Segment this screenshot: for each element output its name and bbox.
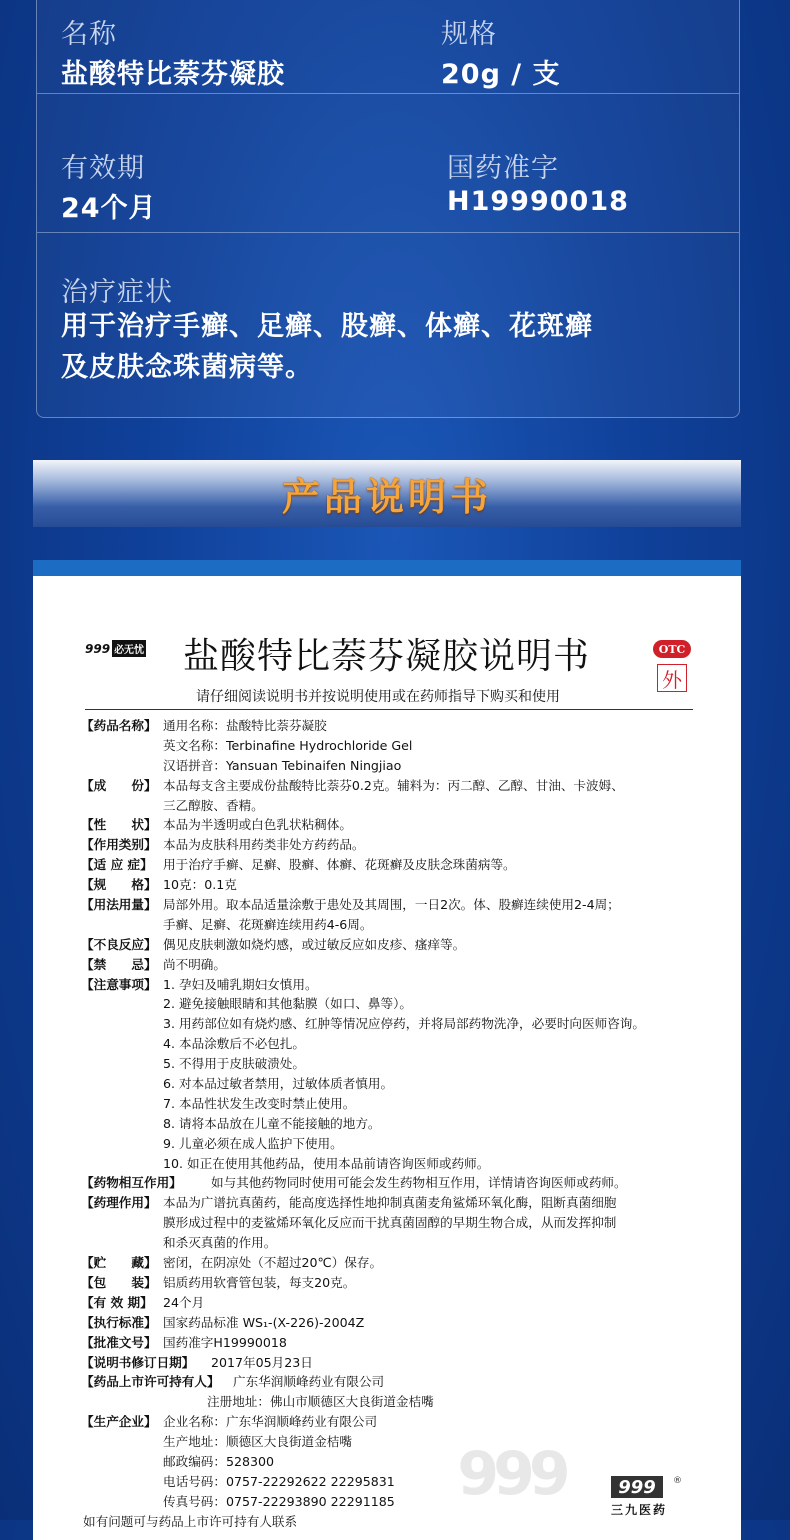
indication-line-2: 及皮肤念珠菌病等。: [61, 352, 313, 383]
leaflet-row-value: 生产地址：顺德区大良街道金桔嘴: [163, 1434, 352, 1450]
name-label: 名称: [61, 19, 117, 50]
spec-label: 规格: [441, 19, 497, 50]
leaflet-row: [81, 1333, 701, 1353]
expiry-value: 24个月: [61, 193, 157, 224]
leaflet-row-key: 【说明书修订日期】: [81, 1354, 195, 1370]
indication-line-1: 用于治疗手癣、足癣、股癣、体癣、花斑癣: [61, 311, 593, 342]
leaflet-row-value: 本品为广谱抗真菌药，能高度选择性地抑制真菌麦角鲨烯环氧化酶，阻断真菌细胞: [163, 1195, 617, 1211]
leaflet-entries: [81, 716, 701, 1532]
leaflet-row: [81, 915, 701, 935]
leaflet-row: [81, 716, 701, 736]
leaflet-row: [81, 1154, 701, 1174]
leaflet-row-value: 7. 本品性状发生改变时禁止使用。: [163, 1095, 356, 1111]
leaflet-row: [81, 935, 701, 955]
leaflet-row: [81, 1492, 701, 1512]
approval-value: H19990018: [447, 186, 629, 217]
leaflet-row-value: 三乙醇胺、香精。: [163, 797, 264, 813]
leaflet-row-value: 局部外用。取本品适量涂敷于患处及其周围，一日2次。体、股癣连续使用2-4周；: [163, 897, 620, 913]
leaflet-row-value: 4. 本品涂敷后不必包扎。: [163, 1036, 305, 1052]
leaflet-row-key: 【注意事项】: [81, 976, 157, 992]
leaflet-row-key: 【药理作用】: [81, 1195, 157, 1211]
leaflet-row-key: 【批准文号】: [81, 1334, 157, 1350]
leaflet-row: [81, 756, 701, 776]
product-info-card: [36, 0, 740, 418]
leaflet-row: [81, 1134, 701, 1154]
leaflet-row-key: 【有 效 期】: [81, 1294, 153, 1310]
leaflet-row-value: 铝质药用软膏管包装，每支20克。: [163, 1274, 356, 1290]
leaflet-row-value: 国药准字H19990018: [163, 1334, 287, 1350]
leaflet-row-value: 传真号码：0757-22293890 22291185: [163, 1493, 395, 1509]
leaflet-row-value: 本品为皮肤科用药类非处方药药品。: [163, 837, 365, 853]
leaflet-row-key: 【执行标准】: [81, 1314, 157, 1330]
leaflet-row: [81, 1313, 701, 1333]
leaflet-row: [81, 1472, 701, 1492]
leaflet-row: [81, 1452, 701, 1472]
leaflet-row-value: 电话号码：0757-22292622 22295831: [163, 1473, 395, 1489]
leaflet-row-key: 【适 应 症】: [81, 857, 153, 873]
brand-logo-small-text: 999: [85, 641, 111, 656]
leaflet-row-value: 6. 对本品过敏者禁用，过敏体质者慎用。: [163, 1076, 394, 1092]
leaflet-row-value: 通用名称：盐酸特比萘芬凝胶: [163, 718, 327, 733]
leaflet-row-key: 【生产企业】: [81, 1414, 157, 1430]
banner-title: 产品说明书: [281, 475, 492, 519]
leaflet-row-value: 汉语拼音：Yansuan Tebinaifen Ningjiao: [163, 757, 402, 773]
leaflet-row: [81, 895, 701, 915]
leaflet-row-value: 手癣、足癣、花斑癣连续用药4-6周。: [163, 916, 373, 932]
leaflet-row-value: 如有问题可与药品上市许可持有人联系: [83, 1513, 298, 1529]
leaflet-row: [81, 1014, 701, 1034]
leaflet-row-key: 【性 状】: [81, 817, 157, 833]
leaflet-row-value: 用于治疗手癣、足癣、股癣、体癣、花斑癣及皮肤念珠菌病等。: [163, 857, 516, 873]
indication-label: 治疗症状: [61, 277, 173, 308]
leaflet-row: [81, 1034, 701, 1054]
leaflet-page: [33, 576, 741, 1540]
leaflet-row-value: 国家药品标准 WS₁-(X-226)-2004Z: [163, 1314, 365, 1330]
leaflet-row: [81, 1293, 701, 1313]
leaflet-row-value: 2. 避免接触眼睛和其他黏膜（如口、鼻等）。: [163, 996, 413, 1012]
leaflet-row-key: 【药品上市许可持有人】: [81, 1374, 220, 1390]
leaflet-row-key: 【不良反应】: [81, 936, 157, 952]
leaflet-row-value: 如与其他药物同时使用可能会发生药物相互作用，详情请咨询医师或药师。: [211, 1175, 627, 1191]
divider: [37, 93, 739, 94]
leaflet-row-value: 本品为半透明或白色乳状粘稠体。: [163, 817, 352, 833]
leaflet-row-key: 【药品名称】: [81, 718, 157, 733]
title-rule: [85, 709, 693, 710]
leaflet-row-key: 【用法用量】: [81, 897, 157, 913]
leaflet-row: [81, 1233, 701, 1253]
leaflet-row: [81, 1273, 701, 1293]
leaflet-row-key: 【规 格】: [81, 877, 157, 893]
brand-logo-big-mark: 999: [611, 1476, 663, 1498]
leaflet-row: [81, 1392, 701, 1412]
leaflet-row-value: 邮政编码：528300: [163, 1453, 275, 1469]
leaflet-row-value: 10. 如正在使用其他药品，使用本品前请咨询医师或药师。: [163, 1155, 490, 1171]
watermark-seal: 999: [457, 1439, 565, 1509]
leaflet-row: [81, 875, 701, 895]
leaflet-row-value: 24个月: [163, 1294, 205, 1310]
expiry-label: 有效期: [61, 153, 145, 184]
name-value: 盐酸特比萘芬凝胶: [61, 59, 285, 90]
leaflet-row: [81, 1372, 701, 1392]
leaflet-row-value: 英文名称：Terbinafine Hydrochloride Gel: [163, 737, 413, 753]
spec-value: 20g / 支: [441, 59, 561, 90]
leaflet-title: 盐酸特比萘芬凝胶说明书: [183, 636, 591, 677]
leaflet-frame: [33, 560, 741, 1540]
leaflet-row: [81, 1253, 701, 1273]
leaflet-row: [81, 835, 701, 855]
leaflet-row-value: 企业名称：广东华润顺峰药业有限公司: [163, 1414, 378, 1430]
leaflet-row-key: 【作用类别】: [81, 837, 157, 853]
external-use-badge: 外: [657, 664, 687, 692]
leaflet-row: [81, 1114, 701, 1134]
leaflet-row-value: 膜形成过程中的麦鲨烯环氧化反应而干扰真菌固醇的早期生物合成，从而发挥抑制: [163, 1215, 617, 1231]
leaflet-row: [81, 1193, 701, 1213]
leaflet-row-value: 3. 用药部位如有烧灼感、红肿等情况应停药，并将局部药物洗净，必要时向医师咨询。: [163, 1016, 645, 1032]
brand-logo-big-name: 三九医药: [611, 1503, 668, 1517]
leaflet-row-value: 1. 孕妇及哺乳期妇女慎用。: [163, 976, 318, 992]
leaflet-row: [81, 855, 701, 875]
leaflet-row-value: 10克：0.1克: [163, 877, 237, 893]
divider: [37, 232, 739, 233]
leaflet-row: [81, 1512, 701, 1532]
brand-logo-small-sub: 必无忧: [112, 640, 146, 657]
leaflet-row: [81, 796, 701, 816]
leaflet-row-key: 【包 装】: [81, 1274, 157, 1290]
leaflet-row: [81, 994, 701, 1014]
leaflet-row: [81, 1432, 701, 1452]
leaflet-row-key: 【药物相互作用】: [81, 1175, 182, 1191]
leaflet-row-value: 广东华润顺峰药业有限公司: [233, 1374, 385, 1390]
leaflet-row: [81, 1074, 701, 1094]
leaflet-row: [81, 1213, 701, 1233]
otc-badge: OTC: [653, 640, 691, 658]
leaflet-row: [81, 955, 701, 975]
leaflet-row-value: 尚不明确。: [163, 956, 226, 972]
approval-label: 国药准字: [447, 153, 559, 184]
brand-logo-small: [85, 640, 159, 657]
section-banner: [33, 460, 741, 527]
leaflet-subtitle: 请仔细阅读说明书并按说明使用或在药师指导下购买和使用: [196, 689, 560, 705]
leaflet-row: [81, 1353, 701, 1373]
leaflet-row-value: 偶见皮肤刺激如烧灼感，或过敏反应如皮疹、瘙痒等。: [163, 936, 466, 952]
leaflet-row-value: 8. 请将本品放在儿童不能接触的地方。: [163, 1115, 381, 1131]
leaflet-row: [81, 1054, 701, 1074]
leaflet-row: [81, 1173, 701, 1193]
leaflet-row-key: 【贮 藏】: [81, 1255, 157, 1271]
brand-logo-big: [611, 1476, 687, 1522]
leaflet-row: [81, 815, 701, 835]
leaflet-row-value: 和杀灭真菌的作用。: [163, 1235, 277, 1251]
leaflet-row: [81, 975, 701, 995]
leaflet-row: [81, 1094, 701, 1114]
leaflet-row-value: 密闭，在阴凉处（不超过20℃）保存。: [163, 1255, 383, 1271]
registered-mark: ®: [673, 1476, 682, 1486]
leaflet-row-key: 【禁 忌】: [81, 956, 157, 972]
leaflet-row-value: 注册地址：佛山市顺德区大良街道金桔嘴: [207, 1394, 434, 1410]
leaflet-row-value: 2017年05月23日: [211, 1354, 313, 1370]
leaflet-row-value: 5. 不得用于皮肤破溃处。: [163, 1056, 305, 1072]
leaflet-row-key: 【成 份】: [81, 777, 157, 793]
leaflet-row-value: 9. 儿童必须在成人监护下使用。: [163, 1135, 343, 1151]
leaflet-row: [81, 776, 701, 796]
leaflet-row: [81, 736, 701, 756]
leaflet-row: [81, 1412, 701, 1432]
leaflet-row-value: 本品每支含主要成份盐酸特比萘芬0.2克。辅料为：丙二醇、乙醇、甘油、卡波姆、: [163, 777, 624, 793]
